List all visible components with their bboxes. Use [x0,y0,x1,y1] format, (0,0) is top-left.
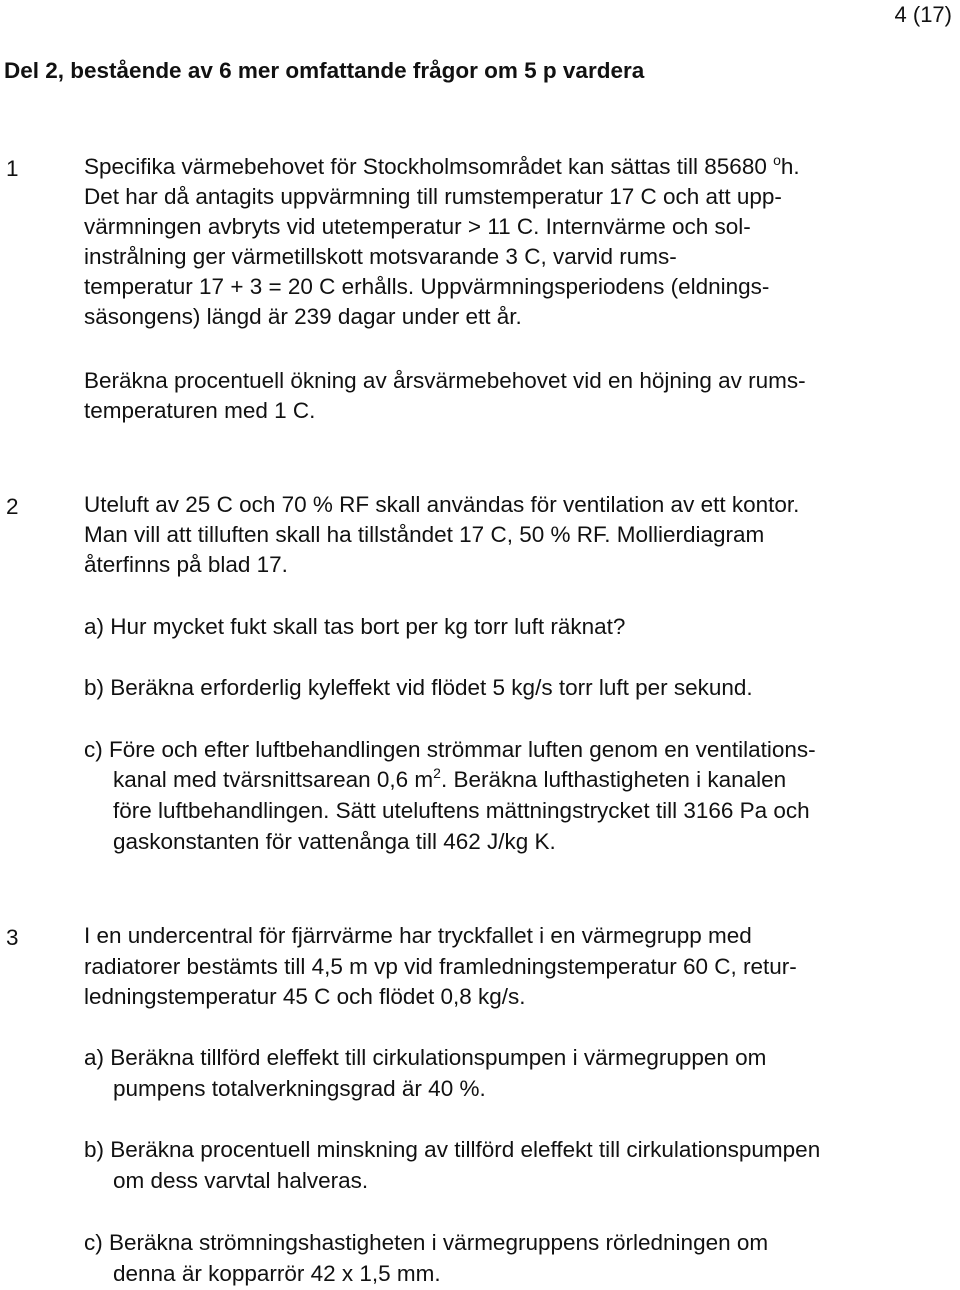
q3-line-1: I en undercentral för fjärrvärme har tryckfallet i en värmegrupp med [84,923,752,948]
q2-c-line-2-tail: . Beräkna lufthastigheten i kanalen [440,767,787,792]
q1-line-2: Det har då antagits uppvärmning till rumstemperatur 17 C och att upp- [84,184,782,209]
q3-line-2: radiatorer bestämts till 4,5 m vp vid framledningstemperatur 60 C, retur- [84,954,797,979]
question-2-number: 2 [6,494,19,519]
q1-line-6: säsongens) längd är 239 dagar under ett år. [84,304,522,329]
q3-subquestion-b-line-1: b) Beräkna procentuell minskning av tillförd eleffekt till cirkulationspumpen [84,1137,821,1162]
q3-subquestion-b-line-2: om dess varvtal halveras. [113,1168,369,1193]
question-3-number: 3 [6,925,19,950]
q3-line-3: ledningstemperatur 45 C och flödet 0,8 kg/s. [84,984,526,1009]
q3-subquestion-a-line-1: a) Beräkna tillförd eleffekt till cirkulationspumpen i värmegruppen om [84,1045,767,1070]
q3-subquestion-a-line-2: pumpens totalverkningsgrad är 40 %. [113,1076,486,1101]
q2-subquestion-b: b) Beräkna erforderlig kyleffekt vid flödet 5 kg/s torr luft per sekund. [84,675,753,700]
section-heading: Del 2, bestående av 6 mer omfattande frågor om 5 p vardera [4,58,645,83]
q2-line-1: Uteluft av 25 C och 70 % RF skall användas för ventilation av ett kontor. [84,492,800,517]
q1-line-1-text: Specifika värmebehovet för Stockholmsområdet kan sättas till 85680 [84,154,767,179]
q2-subquestion-c-line-3: före luftbehandlingen. Sätt uteluftens mättningstrycket till 3166 Pa och [113,798,810,823]
q1-line-1 [84,152,800,179]
q3-subquestion-c-line-2: denna är kopparrör 42 x 1,5 mm. [113,1261,441,1286]
q1-line-3: värmningen avbryts vid utetemperatur > 11 C. Internvärme och sol- [84,214,751,239]
q3-subquestion-c-line-1: c) Beräkna strömningshastigheten i värmegruppens rörledningen om [84,1230,769,1255]
question-1-number: 1 [6,156,19,181]
q2-subquestion-a: a) Hur mycket fukt skall tas bort per kg torr luft räknat? [84,614,626,639]
q1-line-5: temperatur 17 + 3 = 20 C erhålls. Uppvärmningsperiodens (eldnings- [84,274,770,299]
q2-subquestion-c-line-2 [113,765,787,792]
q2-subquestion-c-line-1: c) Före och efter luftbehandlingen strömmar luften genom en ventilations- [84,737,816,762]
q2-c-line-2-superscript: 2 [433,765,441,781]
q2-c-line-2-text: kanal med tvärsnittsarean 0,6 m [113,767,434,792]
q2-line-3: återfinns på blad 17. [84,552,288,577]
page-number: 4 (17) [894,2,952,27]
q1-line-1-superscript: o [773,152,781,168]
q2-line-2: Man vill att tilluften skall ha tillståndet 17 C, 50 % RF. Mollierdiagram [84,522,765,547]
q1-line-4: instrålning ger värmetillskott motsvarande 3 C, varvid rums- [84,244,677,269]
q1-line-1-tail: h. [780,154,800,179]
q1-task-line-2: temperaturen med 1 C. [84,398,316,423]
q1-task-line-1: Beräkna procentuell ökning av årsvärmebehovet vid en höjning av rums- [84,368,806,393]
q2-subquestion-c-line-4: gaskonstanten för vattenånga till 462 J/kg K. [113,829,556,854]
